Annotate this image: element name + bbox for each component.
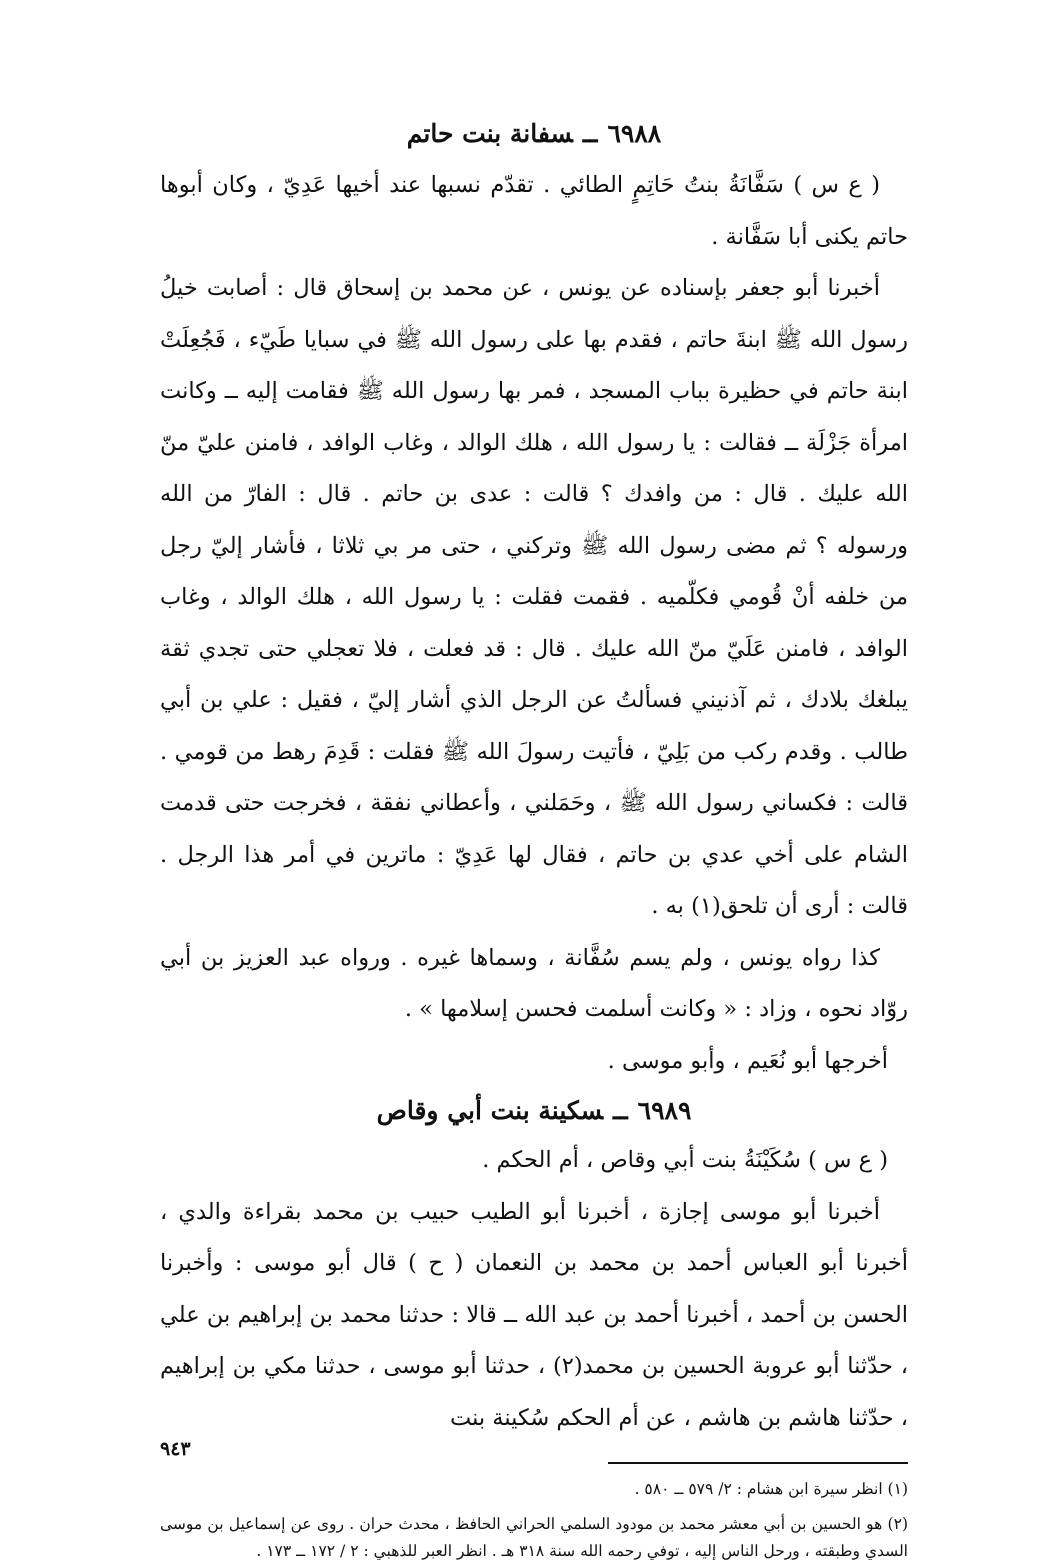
narration-paragraph: أخبرنا أبو موسى إجازة ، أخبرنا أبو الطيب حبيب بن محمد بقراءة والدي ، أخبرنا أبو العباس أحمد بن محمد بن النعمان ( ح ) قال أبو موسى : وأخبرنا الحسن بن أحمد ، أخبرنا أحمد بن عبد الله ــ قالا : حدثنا محمد بن إبراهيم بن علي ، حدّثنا أبو عروبة الحسين بن محمد(٢) ، حدثنا أبو موسى ، حدثنا مكي بن إبراهيم ، حدّثنا هاشم بن هاشم ، عن أم الحكم سُكينة بنت <box>160 1198 908 1431</box>
narration-paragraph: أخبرنا أبو جعفر بإسناده عن يونس ، عن محمد بن إسحاق قال : أصابت خيلُ رسول الله ﷺ ابنةَ حاتم ، فقدم بها على رسول الله ﷺ في سبايا طَيّء ، فَجُعِلَتْ ابنة حاتم في حظيرة بباب المسجد ، فمر بها رسول الله ﷺ فقامت إليه ــ وكانت امرأة جَزْلَة ــ فقالت : يا رسول الله ، هلك الوالد ، وغاب الوافد ، فامنن عليّ منّ الله عليك . قال : من وافدك ؟ قالت : عدى بن حاتم . قال : الفارّ من الله ورسوله ؟ ثم مضى رسول الله ﷺ وتركني ، حتى مر بي ثلاثا ، فأشار إليّ رجل من خلفه أنْ قُومي فكلّميه . فقمت فقلت : يا رسول الله ، هلك الوالد ، وغاب الوافد ، فامنن عَلَيّ منّ الله عليك . قال : قد فعلت ، فلا تعجلي حتى تجدي ثقة يبلغك بلادك ، ثم آذنيني فسألتُ عن الرجل الذي أشار إليّ ، فقيل : علي بن أبي طالب . وقدم ركب من بَلِيّ ، فأتيت رسولَ الله ﷺ فقلت : قَدِمَ رهط من قومي . قالت : فكساني رسول الله ﷺ ، وحَمَلني ، وأعطاني نفقة ، فخرجت حتى قدمت الشام على أخي عدي بن حاتم ، فقال لها عَدِيّ : ماترين في أمر هذا الرجل . قالت : أرى أن تلحق(١) به . <box>160 275 908 919</box>
footnote: (٢) هو الحسين بن أبي معشر محمد بن مودود السلمي الحراني الحافظ ، محدث حران . روى عن إسماعيل بن موسى السدي وطبقته ، ورحل الناس إليه ، توفي رحمه الله سنة ٣١٨ هـ . انظر العبر للذهبي : ٢ / ١٧٢ ــ ١٧٣ . <box>160 1515 908 1560</box>
footnote-divider <box>608 1462 908 1464</box>
entry-intro-paragraph: ( ع س ) سُكَيْنَةُ بنت أبي وقاص ، أم الحكم . <box>482 1147 888 1173</box>
entry-number: ٦٩٨٨ <box>607 119 662 148</box>
entry-title: سكينة بنت أبي وقاص <box>376 1096 603 1125</box>
heading-dash: ــ <box>582 119 598 148</box>
heading-dash: ــ <box>613 1096 628 1125</box>
entry-number: ٦٩٨٩ <box>637 1096 692 1125</box>
source-paragraph: أخرجها أبو نُعَيم ، وأبو موسى . <box>607 1047 888 1074</box>
entry-heading <box>160 1089 908 1133</box>
page-number: ٩٤٣ <box>160 1438 191 1460</box>
entry-title: سفانة بنت حاتم <box>406 119 573 148</box>
footnote: (١) انظر سيرة ابن هشام : ٢/ ٥٧٩ ــ ٥٨٠ . <box>634 1480 908 1498</box>
entry-intro-paragraph: ( ع س ) سَفَّانَةُ بنتُ حَاتِمٍ الطائي . تقدّم نسبها عند أخيها عَدِيّ ، وكان أبوها حاتم يكنى أبا سَفَّانة . <box>160 172 908 250</box>
narration-note-paragraph: كذا رواه يونس ، ولم يسم سُفَّانة ، وسماها غيره . ورواه عبد العزيز بن أبي روّاد نحوه ، وزاد : « وكانت أسلمت فحسن إسلامها » . <box>160 944 908 1022</box>
entry-heading <box>160 112 908 156</box>
